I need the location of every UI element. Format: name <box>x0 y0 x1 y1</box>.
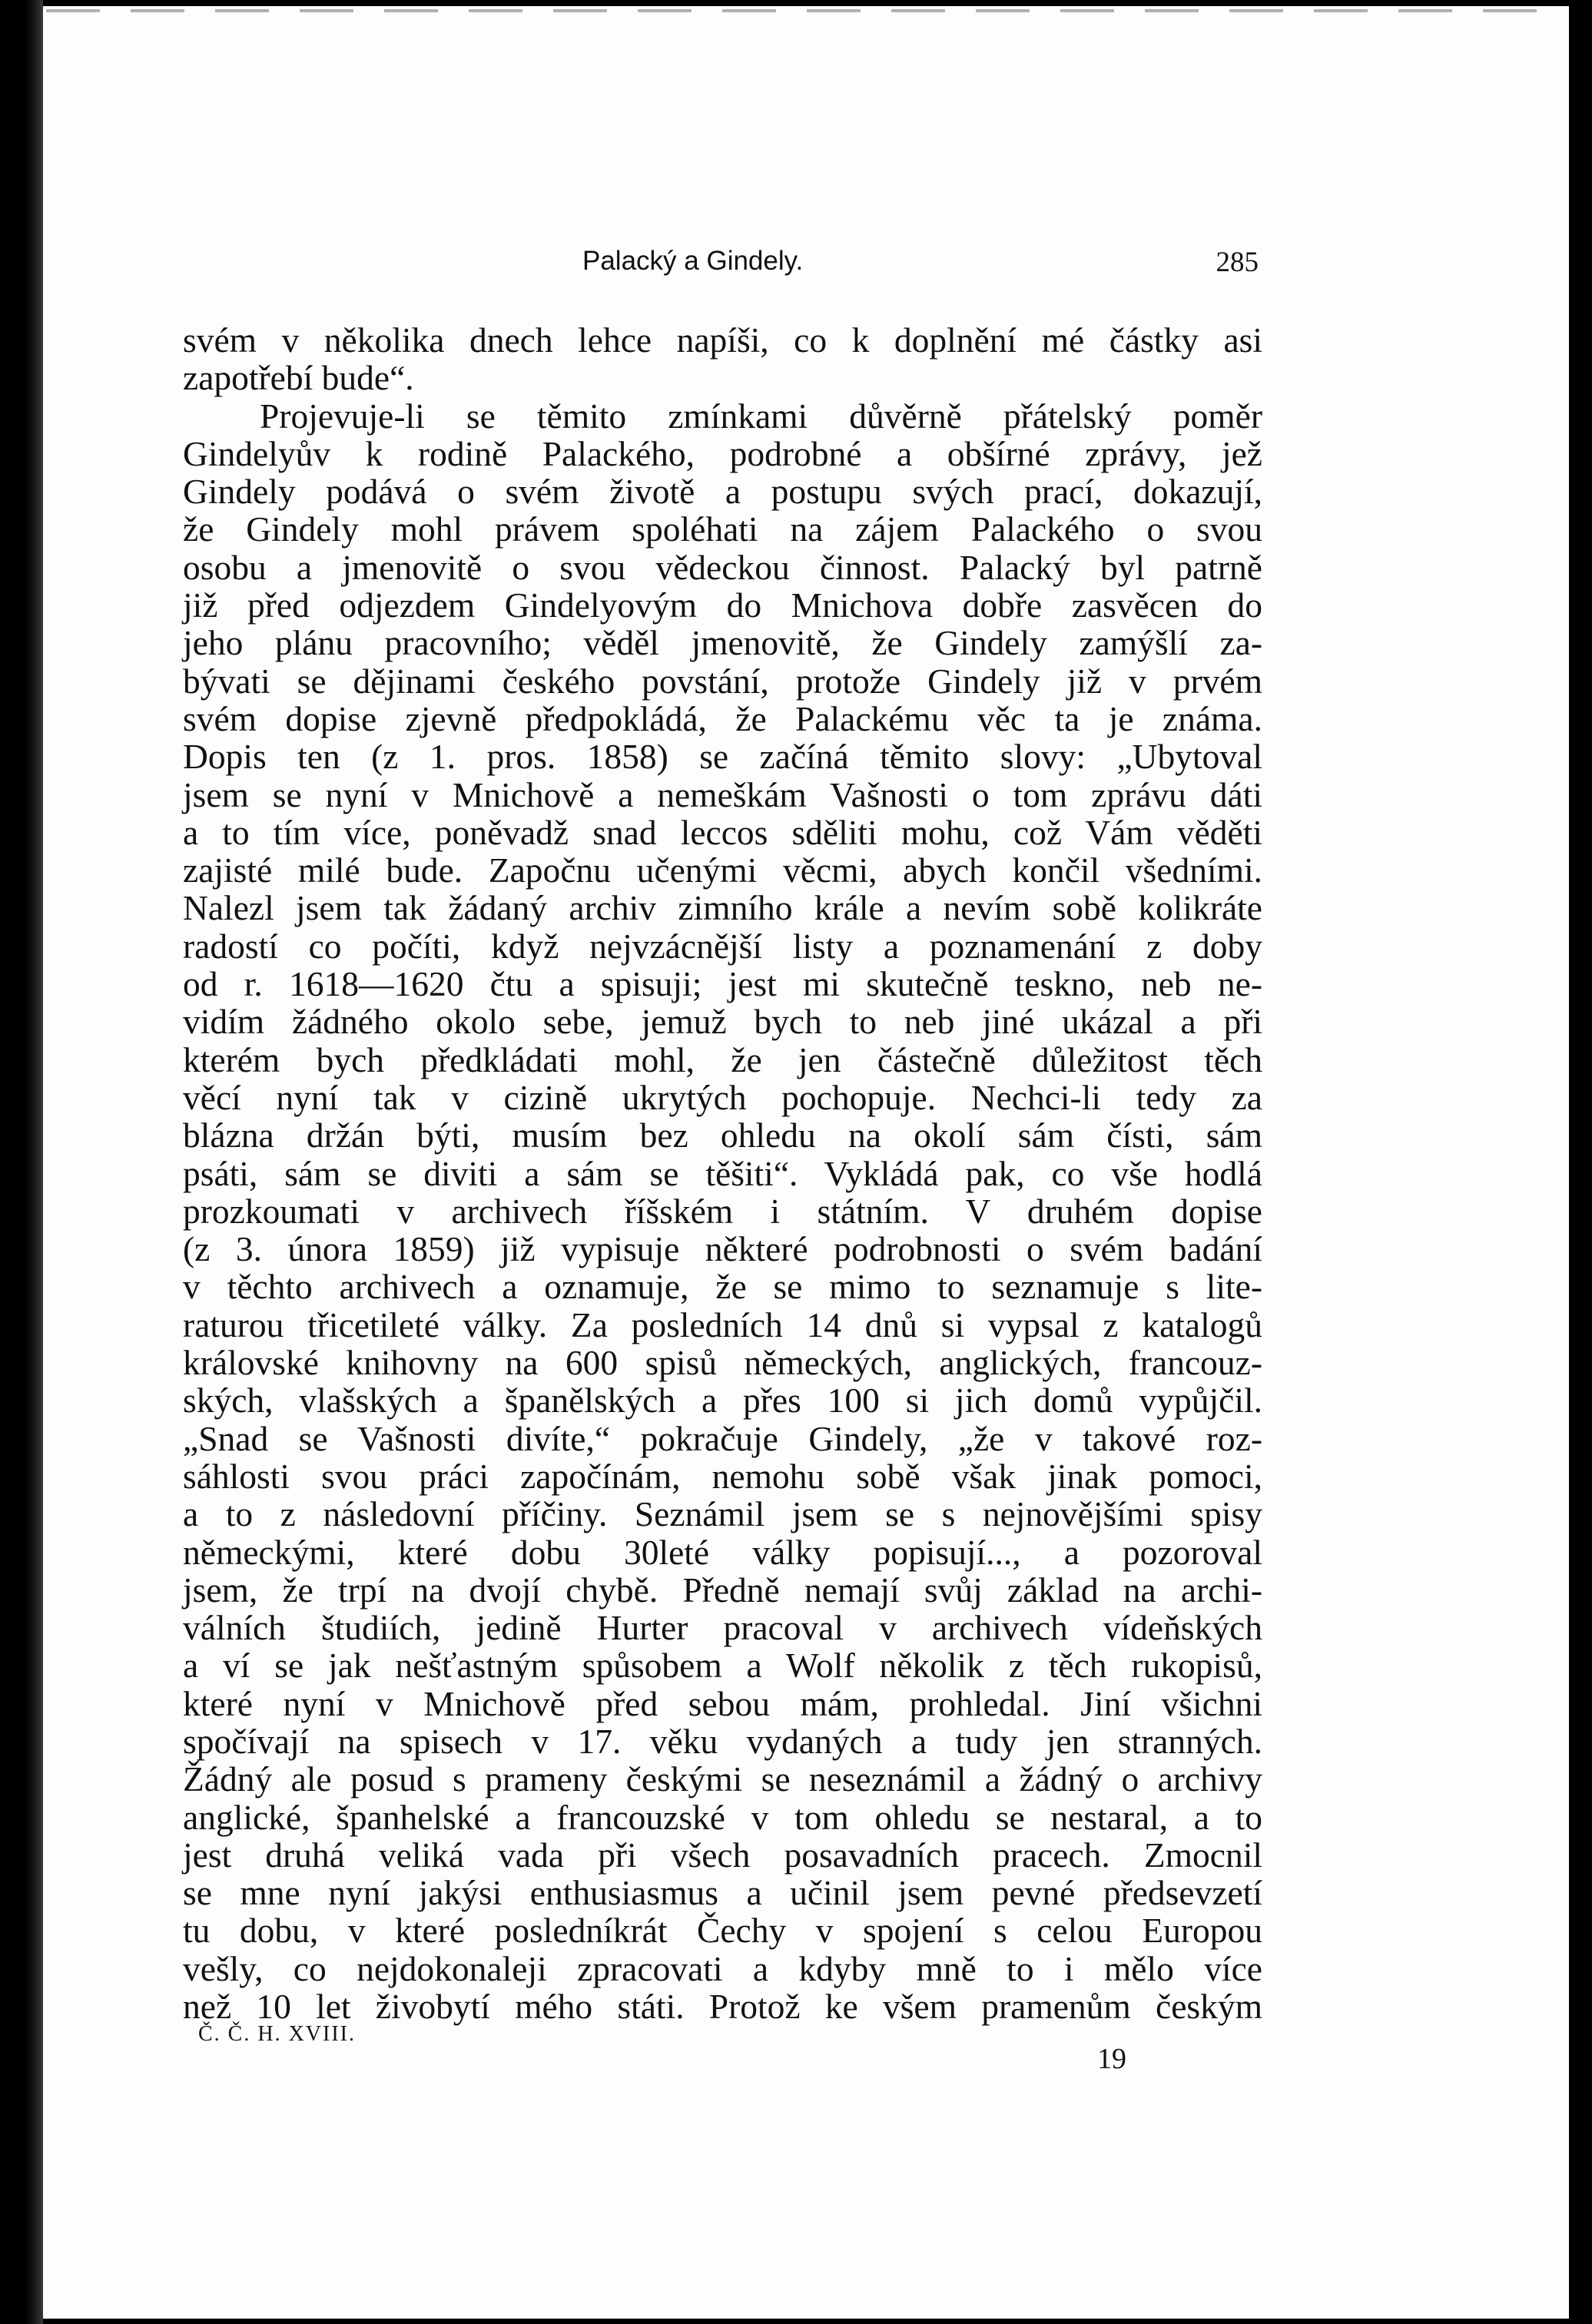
text-line-content: Projevuje-li se těmito zmínkami důvěrně přátelský poměr <box>260 396 1262 436</box>
text-line-content: jsem se nyní v Mnichově a nemeškám Vašnosti o tom zprávu dáti <box>183 774 1262 814</box>
text-line-content: věcí nyní tak v cizině ukrytých pochopuje. Nechci-li tedy za <box>183 1077 1262 1117</box>
text-line <box>183 510 1262 548</box>
text-line-content: od r. 1618—1620 čtu a spisuji; jest mi skutečně teskno, neb ne- <box>183 964 1262 1004</box>
text-line <box>183 1457 1262 1495</box>
text-line-content: spočívají na spisech v 17. věku vydaných a tudy jen stranných. <box>183 1721 1262 1761</box>
text-line-content: jsem, že trpí na dvojí chybě. Předně nemají svůj základ na archi- <box>183 1570 1262 1610</box>
text-line <box>183 435 1262 472</box>
text-line <box>183 1571 1262 1609</box>
sheet-number: 19 <box>1097 2043 1126 2075</box>
text-line-content: svém dopise zjevně předpokládá, že Palackému věc ta je známa. <box>183 698 1262 738</box>
text-line-content: sáhlosti svou práci započínám, nemohu sobě však jinak pomoci, <box>183 1456 1262 1496</box>
text-line <box>183 624 1262 661</box>
text-line <box>183 1760 1262 1798</box>
text-line-content: raturou třicetileté války. Za posledních 14 dnů si vypsal z katalogů <box>183 1305 1262 1344</box>
text-line <box>183 1192 1262 1230</box>
text-line <box>183 1495 1262 1533</box>
text-line-content: než 10 let živobytí mého státi. Protož ke všem pramenům českým <box>183 1987 1262 2027</box>
page-binding-edge <box>25 0 43 2324</box>
text-line <box>183 1306 1262 1344</box>
text-line-content: anglické, španhelské a francouzské v tom ohledu se nestaral, a to <box>183 1797 1262 1837</box>
text-line <box>183 397 1262 435</box>
text-line-content: a to z následovní příčiny. Seznámil jsem se s nejnovějšími spisy <box>183 1494 1262 1534</box>
text-line <box>183 1533 1262 1571</box>
text-line-content: že Gindely mohl právem spoléhati na zájem Palackého o svou <box>183 509 1262 549</box>
text-line <box>183 1381 1262 1419</box>
text-line <box>183 472 1262 510</box>
text-line <box>183 586 1262 624</box>
text-line-content: a ví se jak nešťastným spůsobem a Wolf několik z těch rukopisů, <box>183 1646 1262 1686</box>
text-line <box>183 965 1262 1003</box>
text-line-content: (z 3. února 1859) již vypisuje některé podrobnosti o svém badání <box>183 1229 1262 1269</box>
text-line-content: válních študiích, jedině Hurter pracoval v archivech vídeňských <box>183 1608 1262 1648</box>
text-line-content: radostí co počíti, když nejvzácnější listy a poznamenání z doby <box>183 926 1262 966</box>
text-line <box>183 1836 1262 1874</box>
text-line-content: Gindely podává o svém životě a postupu svých prací, dokazují, <box>183 472 1262 512</box>
text-line <box>183 321 1262 359</box>
text-line-content: již před odjezdem Gindelyovým do Mnichova dobře zasvěcen do <box>183 585 1262 625</box>
text-line-content: osobu a jmenovitě o svou vědeckou činnost. Palacký byl patrně <box>183 547 1262 587</box>
text-line <box>183 851 1262 889</box>
text-line-content: svém v několika dnech lehce napíši, co k doplnění mé částky asi <box>183 320 1262 360</box>
text-line-content: zapotřebí bude“. <box>183 358 414 398</box>
text-line <box>183 776 1262 814</box>
text-line <box>183 700 1262 738</box>
text-line-content: jeho plánu pracovního; věděl jmenovitě, že Gindely zamýšlí za- <box>183 623 1262 663</box>
text-line-content: kterém bych předkládati mohl, že jen částečně důležitost těch <box>183 1039 1262 1079</box>
text-line <box>183 1041 1262 1079</box>
text-line-content: zajisté milé bude. Započnu učenými věcmi, abych končil všedními. <box>183 850 1262 890</box>
text-line-content: královské knihovny na 600 spisů německých, anglických, francouz- <box>183 1343 1262 1383</box>
text-line <box>183 1988 1262 2025</box>
text-line <box>183 1003 1262 1040</box>
text-line <box>183 927 1262 965</box>
text-line <box>183 1230 1262 1268</box>
text-line <box>183 738 1262 775</box>
text-line-content: prozkoumati v archivech říšském i státním. V druhém dopise <box>183 1191 1262 1231</box>
text-line <box>183 359 1262 396</box>
text-line <box>183 1799 1262 1836</box>
text-line-content: tu dobu, v které posledníkrát Čechy v spojení s celou Europou <box>183 1911 1262 1951</box>
text-line <box>183 1116 1262 1154</box>
text-line-content: a to tím více, poněvadž snad leccos sděliti mohu, což Vám věděti <box>183 812 1262 852</box>
text-line <box>183 1079 1262 1116</box>
text-line <box>183 889 1262 927</box>
text-line-content: Dopis ten (z 1. pros. 1858) se začíná těmito slovy: „Ubytoval <box>183 737 1262 777</box>
text-line-content: ských, vlašských a španělských a přes 100 si jich domů vypůjčil. <box>183 1381 1262 1421</box>
text-line <box>183 662 1262 700</box>
text-line <box>183 1609 1262 1646</box>
text-line <box>183 1911 1262 1949</box>
text-line-content: Nalezl jsem tak žádaný archiv zimního krále a nevím sobě kolikráte <box>183 888 1262 928</box>
text-line-content: německými, které dobu 30leté války popisují..., a pozoroval <box>183 1532 1262 1572</box>
text-line-content: blázna držán býti, musím bez ohledu na okolí sám čísti, sám <box>183 1116 1262 1155</box>
text-line-content: jest druhá veliká vada při všech posavadních pracech. Zmocnil <box>183 1835 1262 1875</box>
text-line-content: se mne nyní jakýsi enthusiasmus a učinil jsem pevné předsevzetí <box>183 1873 1262 1913</box>
text-line-content: Žádný ale posud s prameny českými se neseznámil a žádný o archivy <box>183 1759 1262 1799</box>
text-line-content: vidím žádného okolo sebe, jemuž bych to neb jiné ukázal a při <box>183 1002 1262 1042</box>
text-line-content: psáti, sám se diviti a sám se těšiti“. Vykládá pak, co vše hodlá <box>183 1153 1262 1193</box>
text-line <box>183 1646 1262 1684</box>
running-title: Palacký a Gindely. <box>582 246 804 276</box>
signature-mark: Č. Č. H. XVIII. <box>198 2022 356 2046</box>
page-number: 285 <box>1216 247 1259 278</box>
text-line-content: bývati se dějinami českého povstání, protože Gindely již v prvém <box>183 661 1262 701</box>
text-line <box>183 1685 1262 1722</box>
text-line <box>183 814 1262 851</box>
text-line-content: „Snad se Vašnosti divíte,“ pokračuje Gindely, „že v takové roz- <box>183 1418 1262 1458</box>
text-line-content: které nyní v Mnichově před sebou mám, prohledal. Jiní všichni <box>183 1683 1262 1723</box>
text-line-content: Gindelyův k rodině Palackého, podrobné a obšírné zprávy, jež <box>183 433 1262 473</box>
text-line <box>183 1155 1262 1192</box>
top-scan-artifact <box>46 9 1552 12</box>
text-line <box>183 1268 1262 1305</box>
text-line <box>183 1420 1262 1457</box>
text-line <box>183 1874 1262 1911</box>
page-footer <box>183 2022 1262 2084</box>
text-line <box>183 1722 1262 1760</box>
running-header <box>183 246 1259 292</box>
text-line-content: v těchto archivech a oznamuje, že se mimo to seznamuje s lite- <box>183 1267 1262 1307</box>
text-line <box>183 549 1262 586</box>
text-line <box>183 1344 1262 1381</box>
body-text <box>183 321 1262 2025</box>
text-line-content: vešly, co nejdokonaleji zpracovati a kdyby mně to i mělo více <box>183 1948 1262 1988</box>
text-line <box>183 1950 1262 1988</box>
